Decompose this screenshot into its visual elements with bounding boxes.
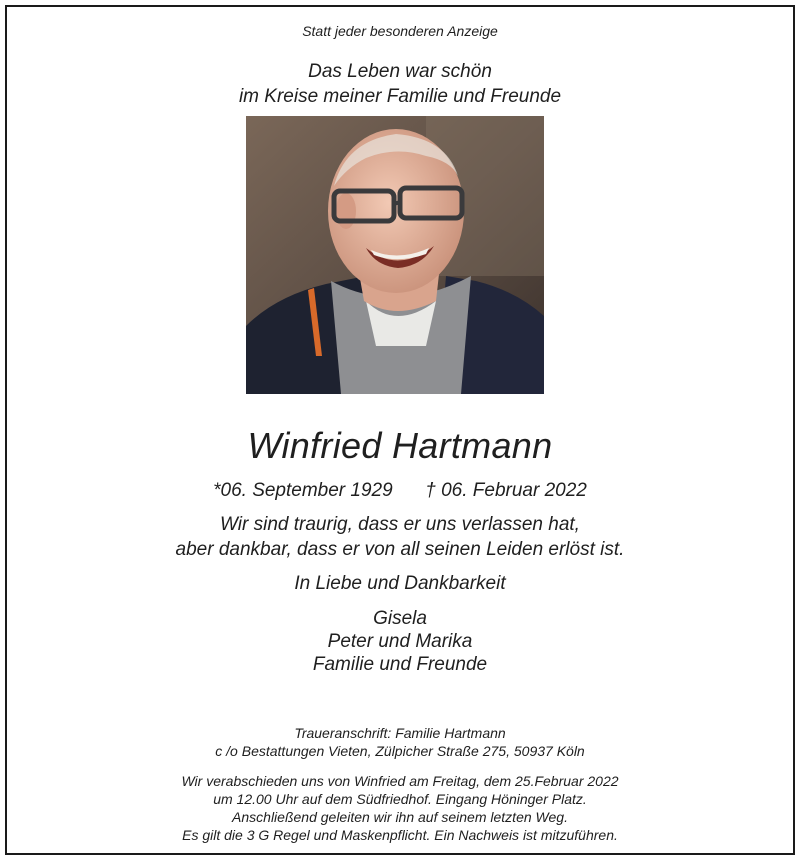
- portrait-photo: [246, 116, 544, 394]
- funeral-line-3: Anschließend geleiten wir ihn auf seinem letzten Weg.: [232, 809, 568, 825]
- signers: [0, 607, 800, 676]
- motto-line-2: im Kreise meiner Familie und Freunde: [238, 86, 562, 107]
- deceased-name: Winfried Hartmann: [247, 425, 553, 466]
- message-line-1: Wir sind traurig, dass er uns verlassen hat,: [220, 514, 580, 535]
- closing-text: In Liebe und Dankbarkeit: [294, 573, 506, 594]
- signer-2: Peter und Marika: [327, 631, 473, 652]
- motto-line-1: Das Leben war schön: [308, 61, 492, 82]
- death-date: † 06. Februar 2022: [425, 480, 587, 501]
- signer-1: Gisela: [373, 608, 427, 629]
- message: [0, 512, 800, 562]
- funeral-line-2: um 12.00 Uhr auf dem Südfriedhof. Eingang Höninger Platz.: [213, 791, 587, 807]
- mourning-address: [0, 724, 800, 760]
- signer-3: Familie und Freunde: [312, 654, 488, 675]
- motto: [0, 59, 800, 109]
- funeral-line-1: Wir verabschieden uns von Winfried am Freitag, dem 25.Februar 2022: [181, 773, 619, 789]
- address-line-1: Traueranschrift: Familie Hartmann: [294, 725, 506, 741]
- message-line-2: aber dankbar, dass er von all seinen Leiden erlöst ist.: [175, 539, 625, 560]
- funeral-line-4: Es gilt die 3 G Regel und Maskenpflicht. Ein Nachweis ist mitzuführen.: [182, 827, 618, 843]
- life-dates: [0, 479, 800, 503]
- birth-date: *06. September 1929: [213, 480, 393, 501]
- notice-text: Statt jeder besonderen Anzeige: [302, 23, 498, 39]
- address-line-2: c /o Bestattungen Vieten, Zülpicher Straße 275, 50937 Köln: [215, 743, 585, 759]
- funeral-info: [0, 772, 800, 844]
